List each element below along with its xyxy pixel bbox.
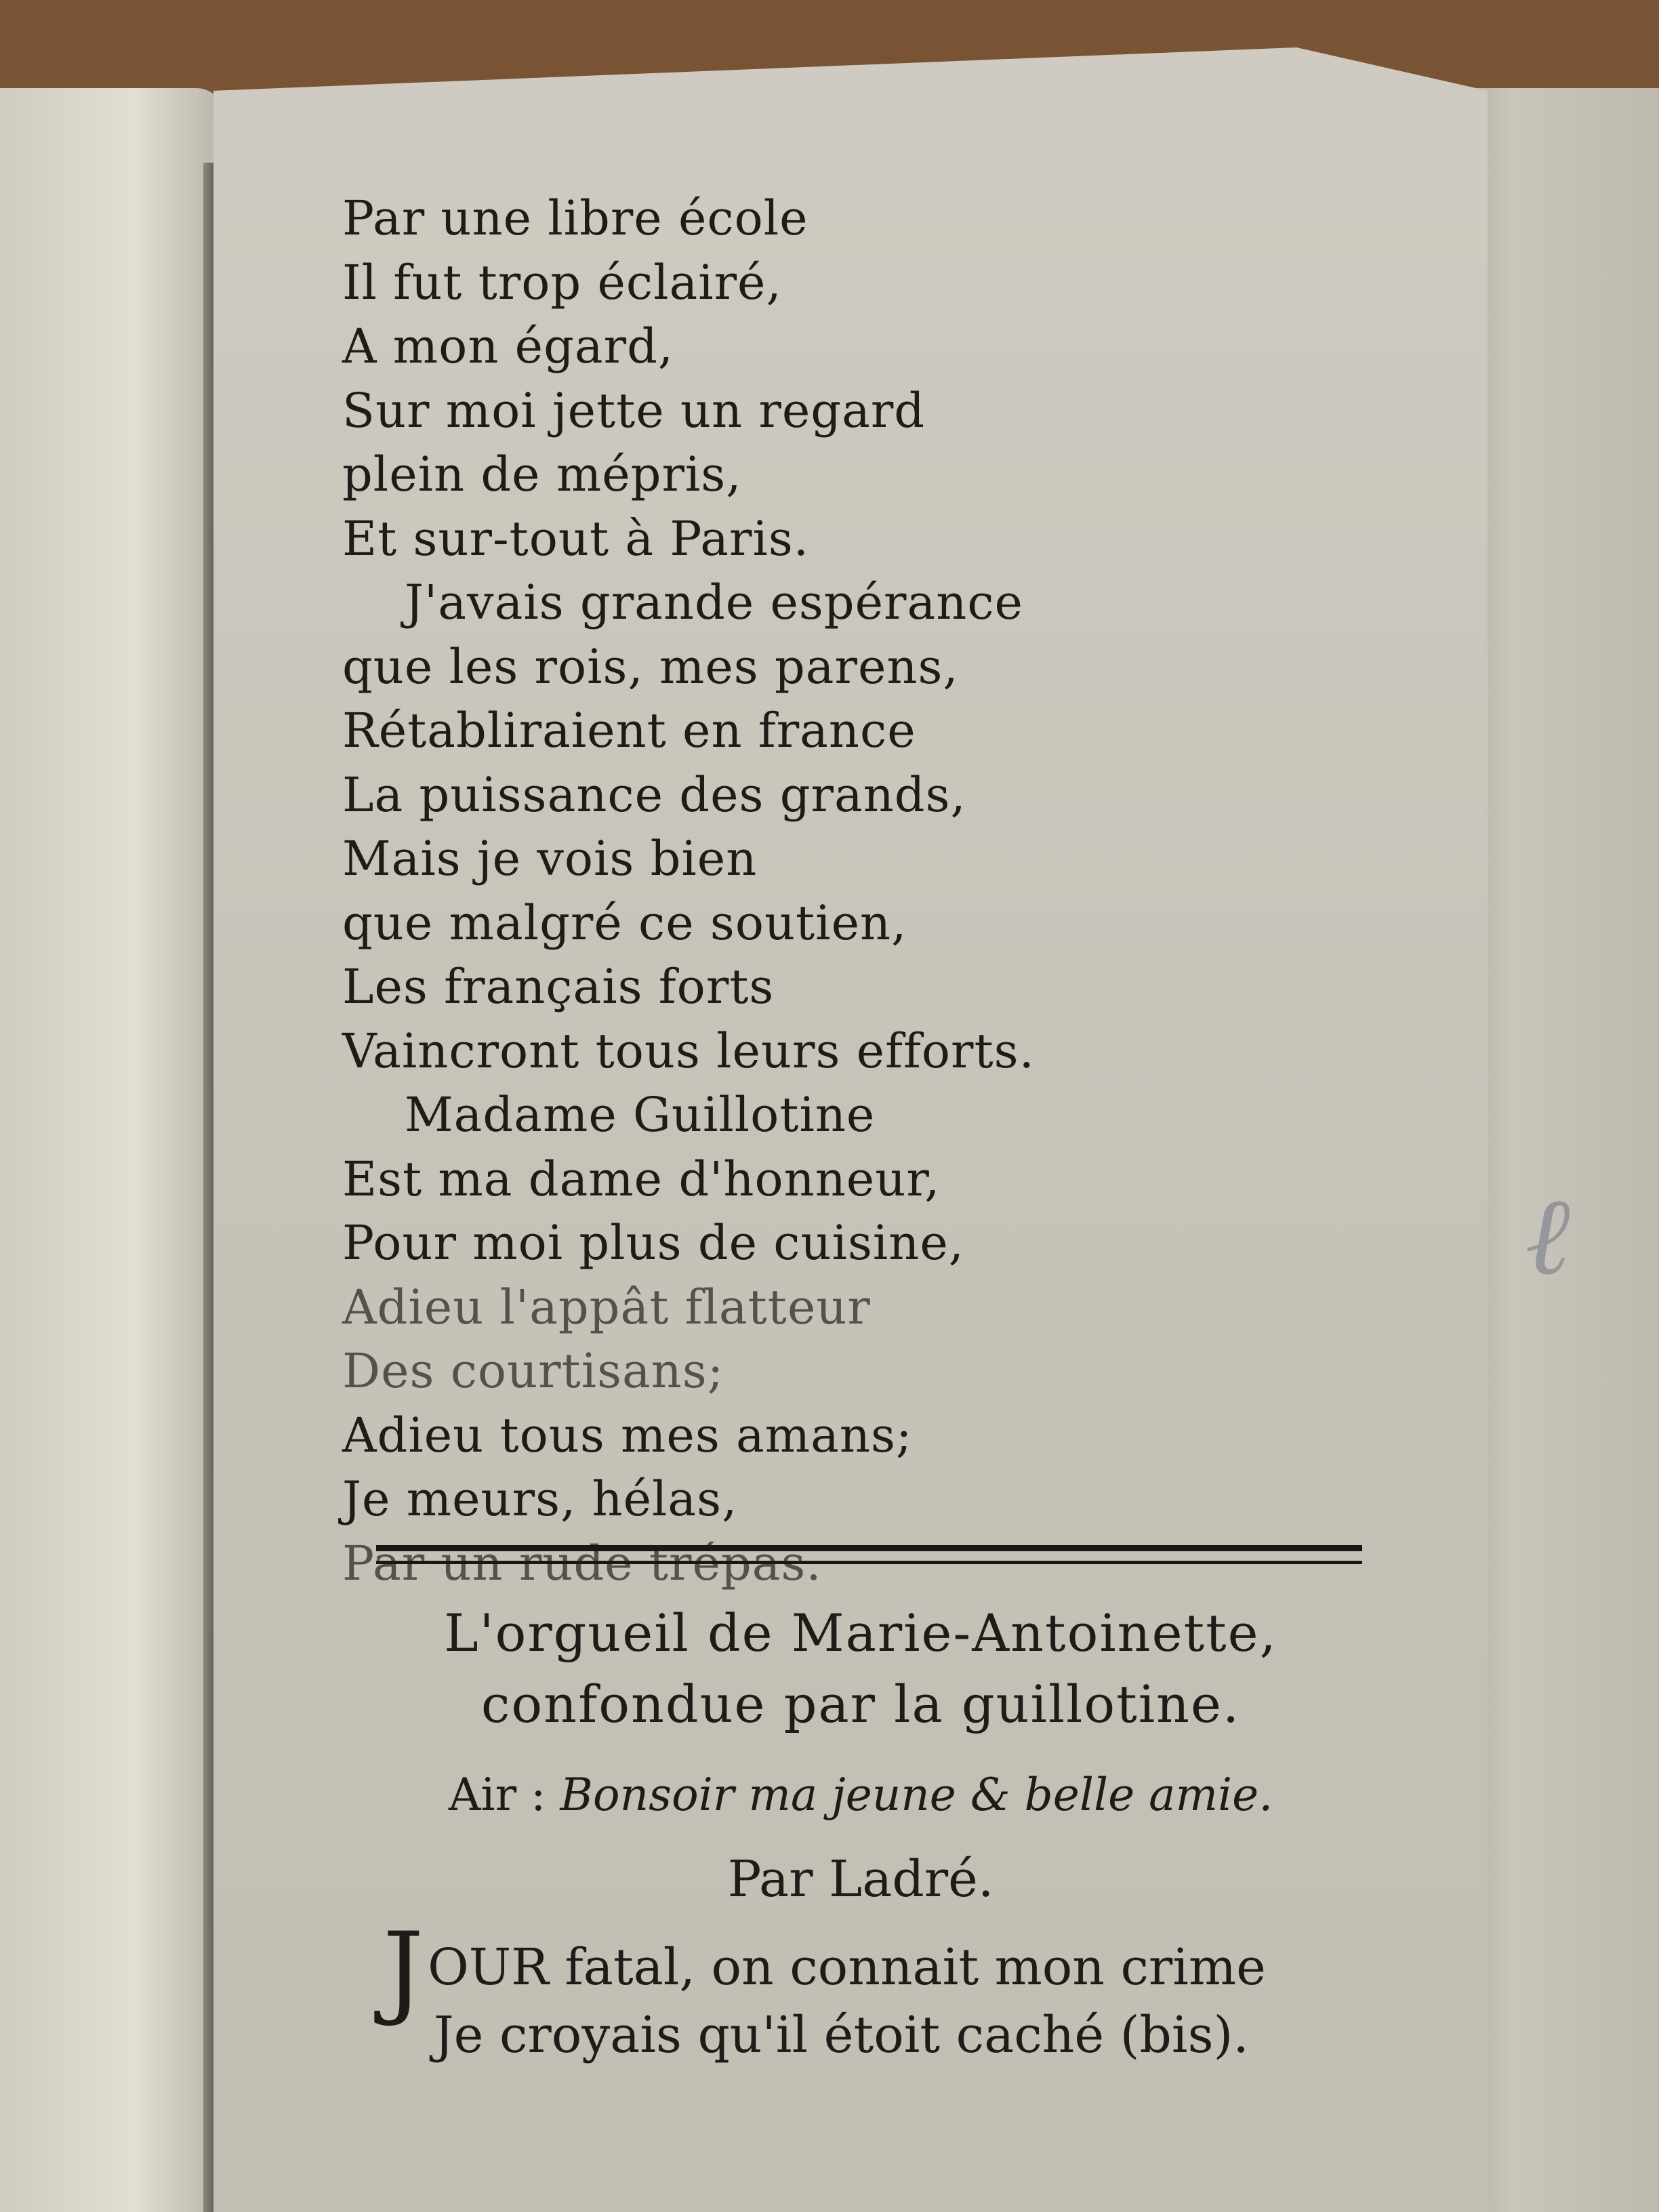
poem-line: Par une libre école [342, 190, 808, 246]
poem-line: Pour moi plus de cuisine, [342, 1215, 965, 1271]
section-divider-rule [376, 1545, 1362, 1564]
author-line: Par Ladré. [727, 1850, 994, 1908]
poem-line: Madame Guillotine [405, 1087, 876, 1143]
verse-line-1-text: OUR fatal, on connait mon crime [428, 1938, 1266, 1996]
song-title-line-1: L'orgueil de Marie-Antoinette, [444, 1603, 1277, 1663]
poem-line: Rétabliraient en france [342, 703, 916, 758]
poem-line: Il fut trop éclairé, [342, 254, 782, 310]
poem-line: Par un rude trépas. [342, 1535, 822, 1591]
poem-line: Je meurs, hélas, [342, 1471, 738, 1527]
poem-line: Est ma dame d'honneur, [342, 1151, 941, 1207]
poem-stanza [342, 186, 1325, 1595]
song-title-line-2: confondue par la guillotine. [480, 1674, 1241, 1734]
air-label: Air : [448, 1769, 546, 1821]
pencil-mark: ℓ [1525, 1172, 1570, 1299]
poem-line: Sur moi jette un regard [342, 382, 926, 438]
poem-line: Des courtisans; [342, 1343, 724, 1399]
poem-line: La puissance des grands, [342, 766, 966, 823]
left-page [0, 88, 224, 2212]
poem-line: que les rois, mes parens, [342, 638, 959, 695]
drop-cap: J [383, 1911, 424, 2029]
poem-line: A mon égard, [342, 319, 674, 374]
poem-line: Adieu l'appât flatteur [342, 1279, 871, 1335]
air-line [312, 1769, 1410, 1821]
poem-line: que malgré ce soutien, [342, 895, 907, 951]
poem-line: Mais je vois bien [342, 831, 758, 886]
poem-line: J'avais grande espérance [405, 575, 1023, 630]
poem-line: Et sur-tout à Paris. [342, 510, 810, 567]
poem-line: plein de mépris, [342, 447, 742, 502]
poem-line: Vaincront tous leurs efforts. [342, 1023, 1035, 1079]
verse-line-1 [383, 1911, 1399, 2029]
poem-line: Les français forts [342, 959, 775, 1015]
poem-line: Adieu tous mes amans; [342, 1407, 913, 1463]
air-tune: Bonsoir ma jeune & belle amie. [560, 1769, 1273, 1821]
verse-line-2: Je croyais qu'il étoit caché (bis). [434, 2006, 1249, 2064]
